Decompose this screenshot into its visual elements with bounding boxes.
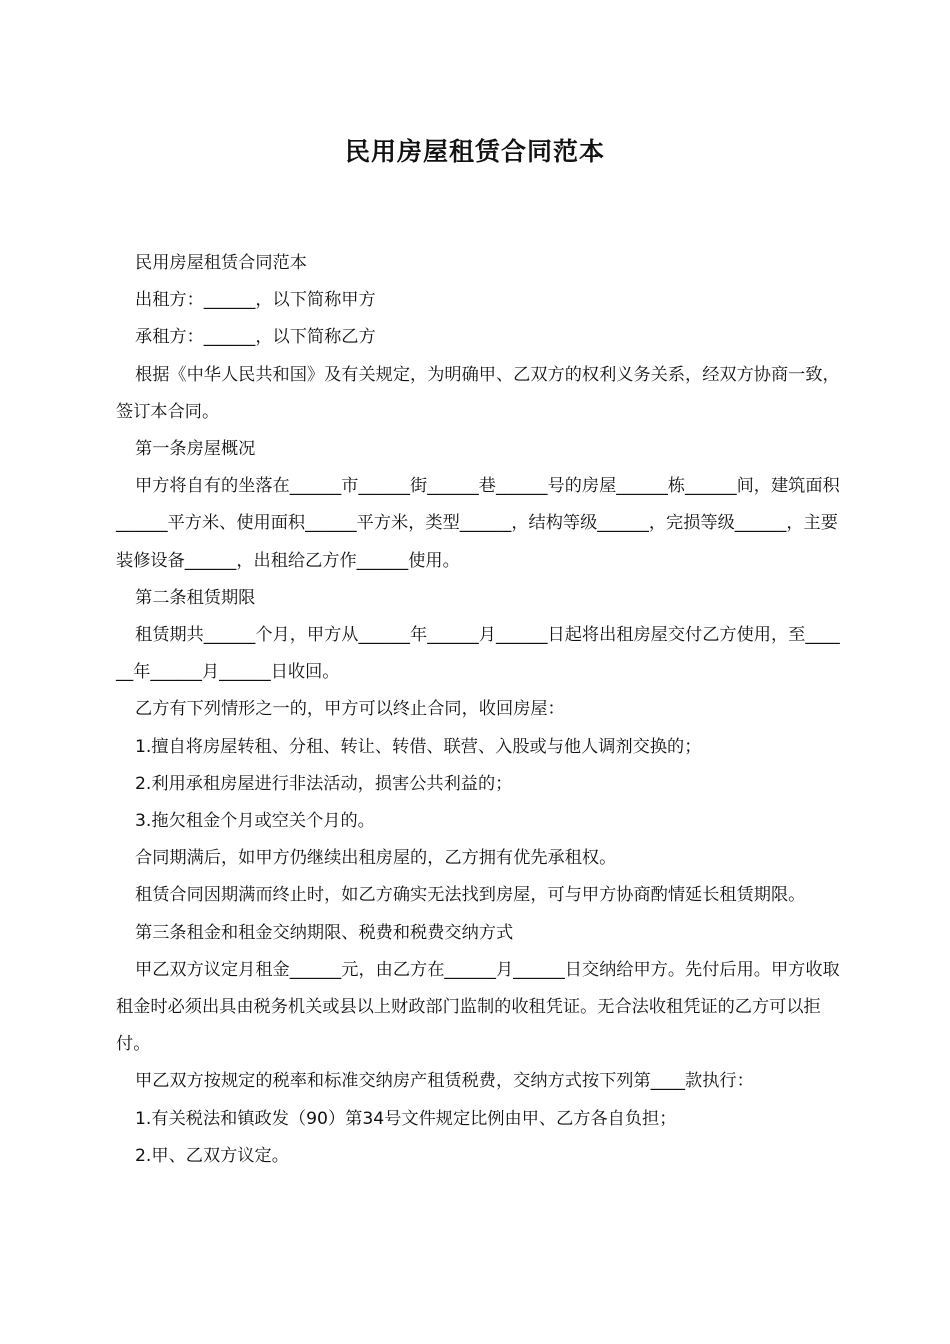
document-body (116, 245, 844, 1175)
list-item-tax-1: 1.有关税法和镇政发（90）第34号文件规定比例由甲、乙方各自负担； (135, 1108, 677, 1129)
paragraph-termination-intro: 乙方有下列情形之一的，甲方可以终止合同，收回房屋： (135, 699, 565, 720)
paragraph-subtitle: 民用房屋租赁合同范本 (135, 253, 307, 273)
heading-article-2: 第二条租赁期限 (135, 587, 256, 608)
paragraph-lessee: 承租方：______，以下简称乙方 (135, 327, 376, 348)
list-item-termination-3: 3.拖欠租金个月或空关个月的。 (135, 811, 375, 832)
list-item-termination-2: 2.利用承租房屋进行非法活动，损害公共利益的； (135, 773, 513, 794)
document-title: 民用房屋租赁合同范本 (344, 137, 605, 166)
paragraph-renewal-priority: 合同期满后，如甲方仍继续出租房屋的，乙方拥有优先承租权。 (135, 848, 617, 869)
paragraph-lessor: 出租方：______，以下简称甲方 (135, 290, 376, 311)
paragraph-extension: 租赁合同因期满而终止时，如乙方确实无法找到房屋，可与甲方协商酌情延长租赁期限。 (135, 885, 806, 906)
paragraph-property-details: 甲方将自有的坐落在______市______街______巷______号的房屋______栋______间，建筑面积______平方米、使用面积______平方米，类型______，结构等级______，完损等级______，主要装修设备______，出租给乙方作______使用。 (116, 476, 840, 571)
list-item-tax-2: 2.甲、乙双方议定。 (135, 1145, 289, 1166)
list-item-termination-1: 1.擅自将房屋转租、分租、转让、转借、联营、入股或与他人调剂交换的； (135, 736, 702, 757)
paragraph-preamble: 根据《中华人民共和国》及有关规定，为明确甲、乙双方的权利义务关系，经双方协商一致，签订本合同。 (116, 364, 840, 422)
heading-article-3: 第三条租金和租金交纳期限、税费和税费交纳方式 (135, 922, 514, 943)
paragraph-lease-term: 租赁期共______个月，甲方从______年______月______日起将出租房屋交付乙方使用，至______年______月______日收回。 (116, 625, 840, 683)
paragraph-rent-payment: 甲乙双方议定月租金______元，由乙方在______月______日交纳给甲方。先付后用。甲方收取租金时必须出具由税务机关或县以上财政部门监制的收租凭证。无合法收租凭证的乙方可以拒付。 (116, 959, 840, 1055)
paragraph-tax-intro: 甲乙双方按规定的税率和标准交纳房产租赁税费，交纳方式按下列第____款执行： (135, 1071, 754, 1092)
heading-article-1: 第一条房屋概况 (135, 439, 256, 460)
